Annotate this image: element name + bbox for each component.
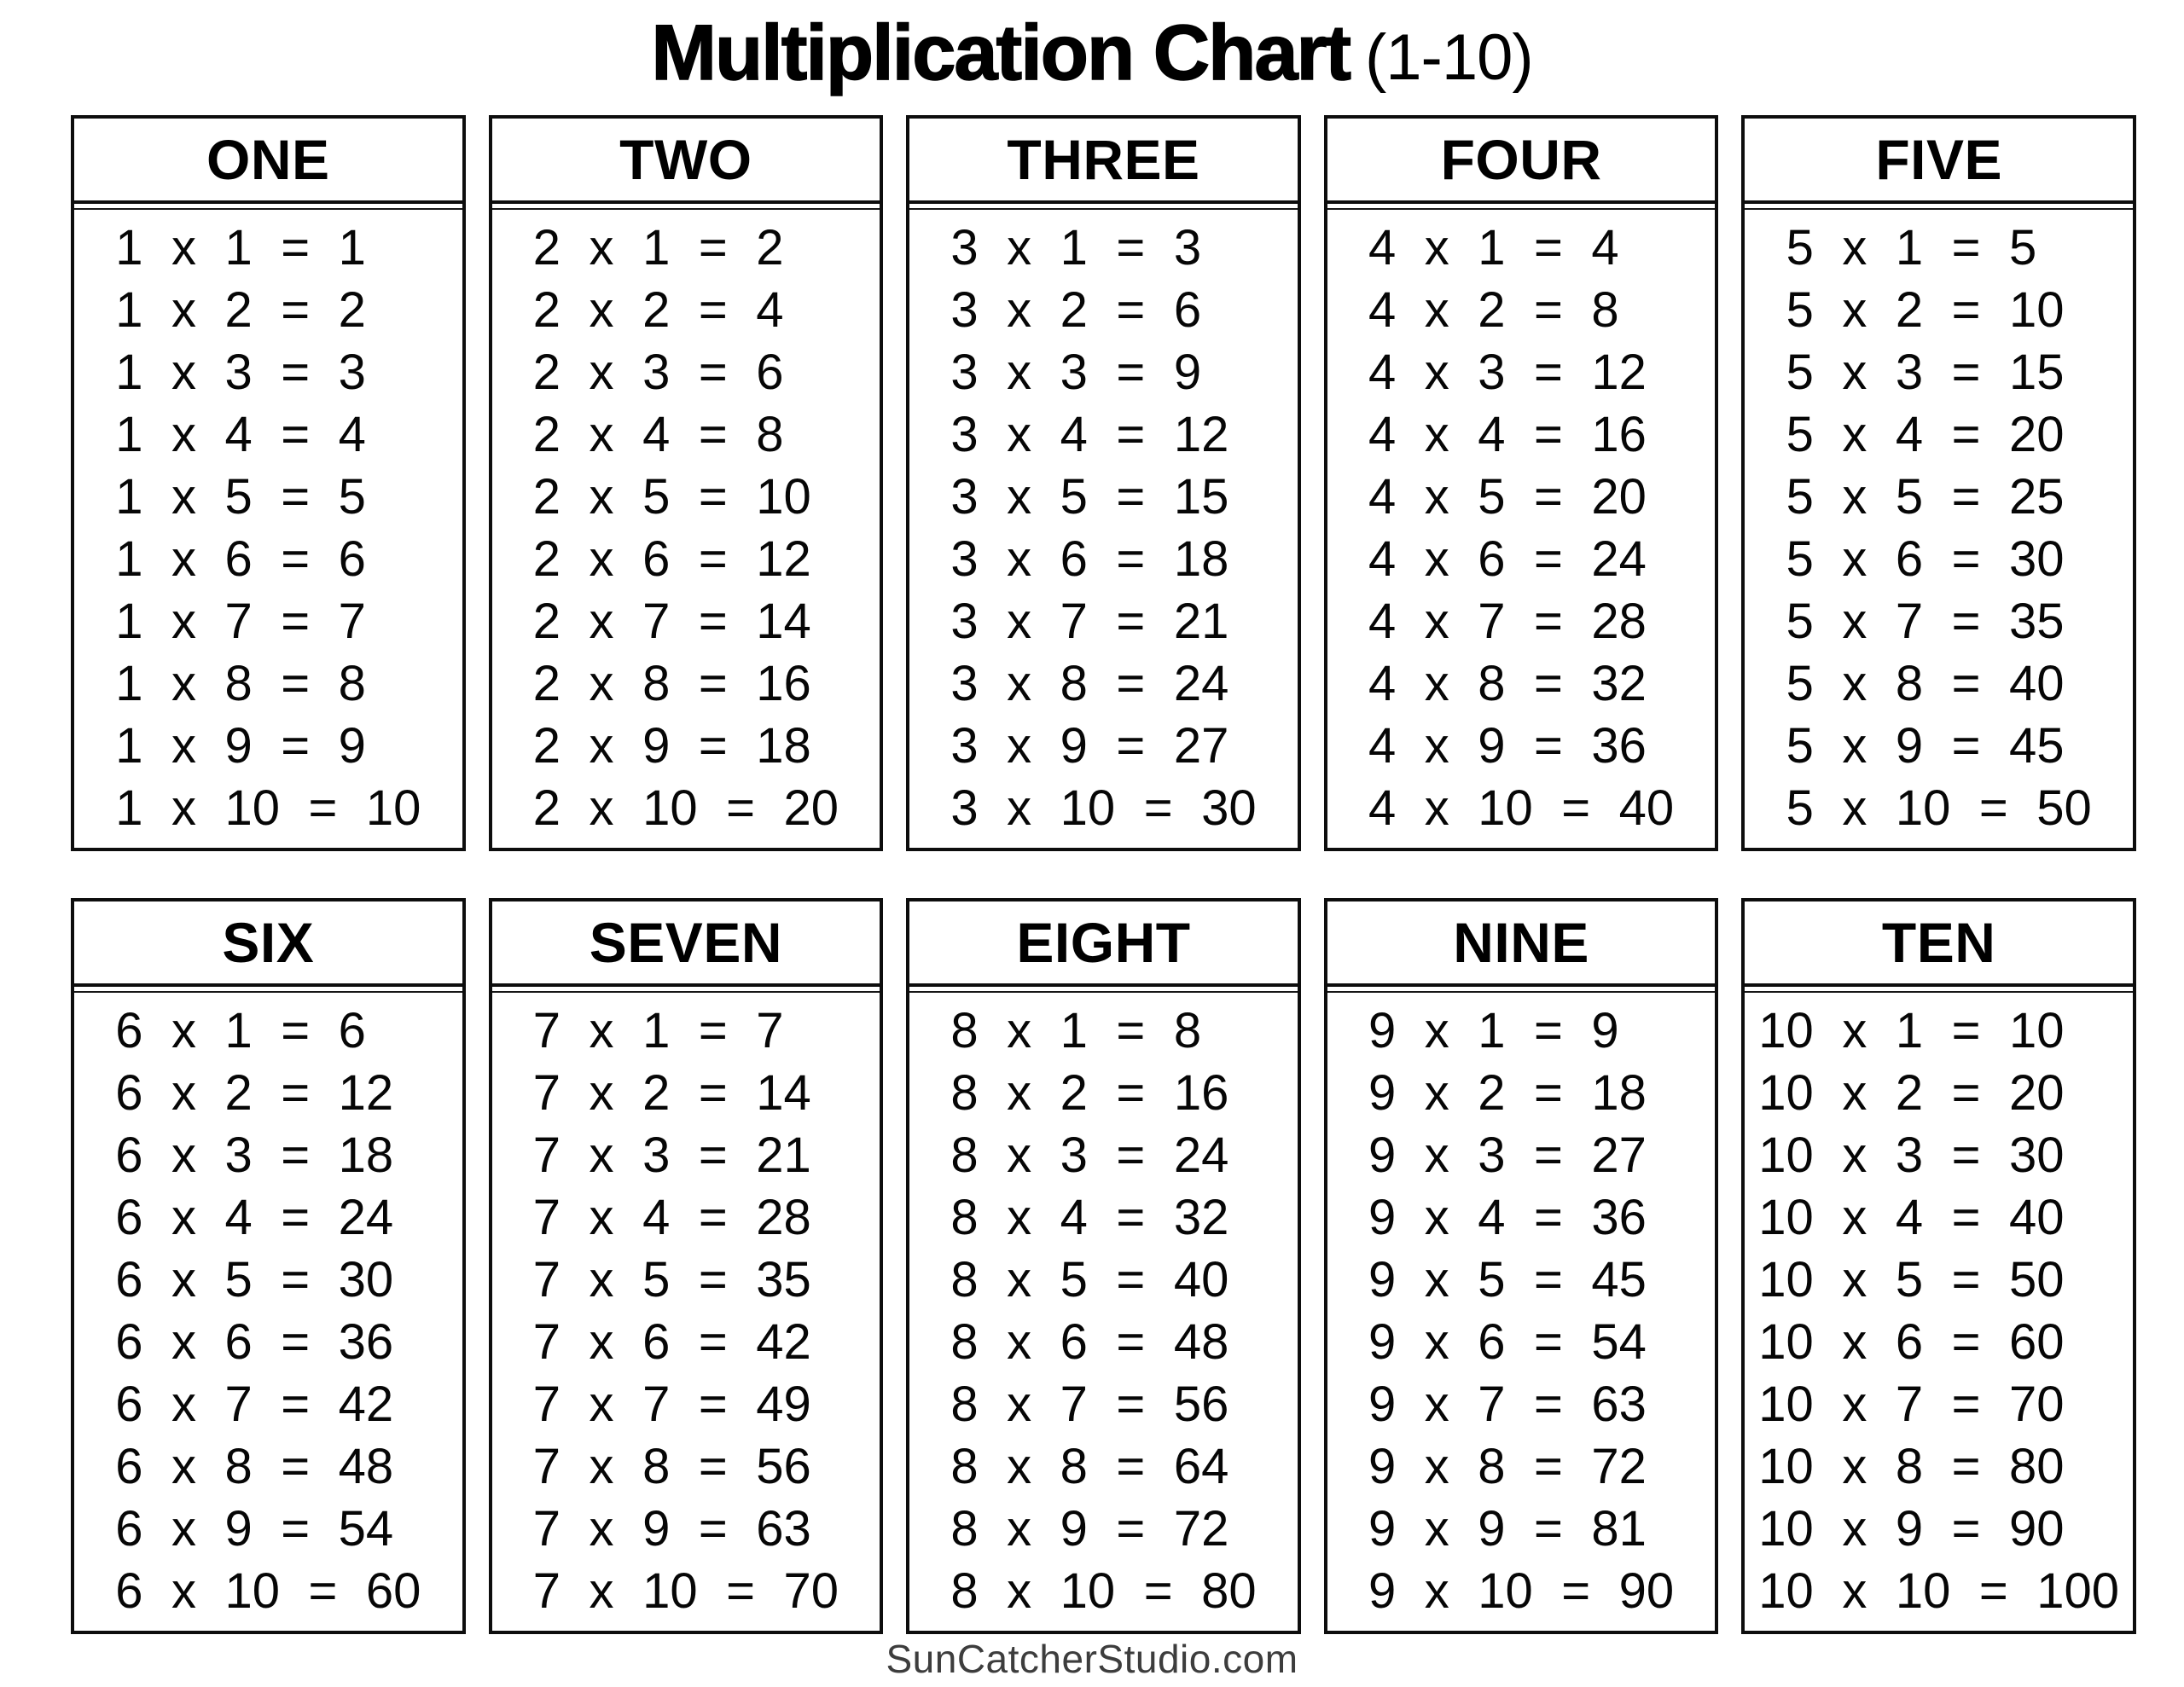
table-row: 10 x 10 = 100 [1758,1562,2120,1619]
table-row: 9 x 4 = 36 [1368,1189,1647,1245]
card-body [74,208,462,848]
table-row: 10 x 3 = 30 [1758,1127,2065,1183]
card-body [909,208,1298,848]
table-row: 7 x 2 = 14 [532,1064,811,1121]
table-row: 8 x 1 = 8 [950,1002,1202,1058]
table-row: 2 x 4 = 8 [532,406,784,462]
card-heading: FOUR [1327,119,1716,204]
table-row: 3 x 6 = 18 [950,530,1229,587]
table-row: 3 x 2 = 6 [950,281,1202,338]
table-row: 4 x 3 = 12 [1368,344,1647,400]
table-row: 9 x 7 = 63 [1368,1376,1647,1432]
table-row: 4 x 2 = 8 [1368,281,1619,338]
multiplication-card [71,898,466,1634]
table-row: 8 x 4 = 32 [950,1189,1229,1245]
table-row: 10 x 5 = 50 [1758,1251,2065,1307]
table-row: 4 x 8 = 32 [1368,655,1647,711]
multiplication-card [1324,115,1719,851]
card-rows [533,217,839,839]
table-row: 1 x 5 = 5 [115,468,366,525]
table-row: 7 x 3 = 21 [532,1127,811,1183]
table-row: 2 x 2 = 4 [532,281,784,338]
table-row: 5 x 10 = 50 [1786,780,2092,836]
cards-row-top [71,115,2136,851]
table-row: 4 x 1 = 4 [1368,219,1619,275]
card-body [1745,208,2133,848]
table-row: 7 x 1 = 7 [532,1002,784,1058]
table-row: 3 x 1 = 3 [950,219,1202,275]
table-row: 5 x 8 = 40 [1786,655,2065,711]
table-row: 5 x 7 = 35 [1786,593,2065,649]
card-body [492,208,880,848]
multiplication-card [71,115,466,851]
table-row: 5 x 4 = 20 [1786,406,2065,462]
table-row: 9 x 5 = 45 [1368,1251,1647,1307]
table-row: 4 x 5 = 20 [1368,468,1647,525]
table-row: 7 x 4 = 28 [532,1189,811,1245]
table-row: 3 x 3 = 9 [950,344,1202,400]
page-title-main: Multiplication Chart [651,9,1350,96]
table-row: 4 x 10 = 40 [1368,780,1675,836]
table-row: 6 x 4 = 24 [115,1189,394,1245]
table-row: 5 x 2 = 10 [1786,281,2065,338]
card-rows [115,1000,421,1622]
table-row: 3 x 9 = 27 [950,717,1229,774]
multiplication-card [1324,898,1719,1634]
card-heading: NINE [1327,901,1716,987]
table-row: 10 x 7 = 70 [1758,1376,2065,1432]
table-row: 2 x 8 = 16 [532,655,811,711]
table-row: 2 x 7 = 14 [532,593,811,649]
table-row: 5 x 6 = 30 [1786,530,2065,587]
table-row: 6 x 8 = 48 [115,1438,394,1494]
cards-row-bottom [71,898,2136,1634]
table-row: 9 x 6 = 54 [1368,1313,1647,1370]
table-row: 7 x 8 = 56 [532,1438,811,1494]
table-row: 9 x 1 = 9 [1368,1002,1619,1058]
table-row: 9 x 8 = 72 [1368,1438,1647,1494]
table-row: 10 x 8 = 80 [1758,1438,2065,1494]
card-rows [533,1000,839,1622]
table-row: 7 x 10 = 70 [532,1562,839,1619]
table-row: 6 x 1 = 6 [115,1002,366,1058]
table-row: 7 x 9 = 63 [532,1500,811,1557]
table-row: 8 x 3 = 24 [950,1127,1229,1183]
table-row: 8 x 6 = 48 [950,1313,1229,1370]
multiplication-card [1741,898,2136,1634]
table-row: 9 x 9 = 81 [1368,1500,1647,1557]
card-heading: EIGHT [909,901,1298,987]
table-row: 6 x 10 = 60 [115,1562,421,1619]
card-rows [1786,217,2092,839]
card-rows [1368,217,1674,839]
card-heading: THREE [909,119,1298,204]
card-heading: SEVEN [492,901,880,987]
table-row: 2 x 1 = 2 [532,219,784,275]
card-heading: ONE [74,119,462,204]
multiplication-card [906,115,1301,851]
table-row: 5 x 9 = 45 [1786,717,2065,774]
card-rows [1758,1000,2119,1622]
table-row: 8 x 7 = 56 [950,1376,1229,1432]
table-row: 4 x 6 = 24 [1368,530,1647,587]
table-row: 5 x 5 = 25 [1786,468,2065,525]
table-row: 3 x 5 = 15 [950,468,1229,525]
multiplication-card [906,898,1301,1634]
table-row: 5 x 1 = 5 [1786,219,2037,275]
table-row: 3 x 10 = 30 [950,780,1257,836]
table-row: 1 x 8 = 8 [115,655,366,711]
table-row: 8 x 10 = 80 [950,1562,1257,1619]
table-row: 10 x 1 = 10 [1758,1002,2065,1058]
table-row: 2 x 9 = 18 [532,717,811,774]
page-title-range: (1-10) [1364,21,1533,94]
table-row: 4 x 7 = 28 [1368,593,1647,649]
card-body [492,991,880,1631]
page-title [0,0,2184,95]
table-row: 6 x 5 = 30 [115,1251,394,1307]
card-body [1745,991,2133,1631]
cards-grid [71,115,2136,1634]
table-row: 10 x 4 = 40 [1758,1189,2065,1245]
table-row: 1 x 10 = 10 [115,780,421,836]
table-row: 1 x 3 = 3 [115,344,366,400]
card-rows [115,217,421,839]
table-row: 8 x 2 = 16 [950,1064,1229,1121]
card-heading: TEN [1745,901,2133,987]
multiplication-card [489,115,884,851]
table-row: 1 x 6 = 6 [115,530,366,587]
multiplication-card [1741,115,2136,851]
table-row: 1 x 9 = 9 [115,717,366,774]
table-row: 9 x 3 = 27 [1368,1127,1647,1183]
table-row: 2 x 3 = 6 [532,344,784,400]
table-row: 6 x 9 = 54 [115,1500,394,1557]
table-row: 7 x 7 = 49 [532,1376,811,1432]
card-body [1327,991,1716,1631]
table-row: 8 x 8 = 64 [950,1438,1229,1494]
table-row: 1 x 2 = 2 [115,281,366,338]
table-row: 8 x 9 = 72 [950,1500,1229,1557]
table-row: 1 x 4 = 4 [115,406,366,462]
multiplication-card [489,898,884,1634]
card-heading: SIX [74,901,462,987]
card-body [74,991,462,1631]
table-row: 3 x 8 = 24 [950,655,1229,711]
table-row: 10 x 6 = 60 [1758,1313,2065,1370]
table-row: 5 x 3 = 15 [1786,344,2065,400]
table-row: 2 x 10 = 20 [532,780,839,836]
table-row: 8 x 5 = 40 [950,1251,1229,1307]
table-row: 9 x 2 = 18 [1368,1064,1647,1121]
table-row: 7 x 5 = 35 [532,1251,811,1307]
table-row: 3 x 7 = 21 [950,593,1229,649]
card-body [909,991,1298,1631]
card-body [1327,208,1716,848]
table-row: 9 x 10 = 90 [1368,1562,1675,1619]
table-row: 3 x 4 = 12 [950,406,1229,462]
table-row: 2 x 6 = 12 [532,530,811,587]
card-rows [950,217,1256,839]
card-heading: TWO [492,119,880,204]
card-rows [1368,1000,1674,1622]
table-row: 2 x 5 = 10 [532,468,811,525]
footer-watermark: SunCatcherStudio.com [886,1636,1298,1681]
table-row: 6 x 7 = 42 [115,1376,394,1432]
table-row: 1 x 1 = 1 [115,219,366,275]
table-row: 6 x 6 = 36 [115,1313,394,1370]
table-row: 6 x 3 = 18 [115,1127,394,1183]
table-row: 1 x 7 = 7 [115,593,366,649]
table-row: 10 x 2 = 20 [1758,1064,2065,1121]
table-row: 4 x 9 = 36 [1368,717,1647,774]
table-row: 7 x 6 = 42 [532,1313,811,1370]
table-row: 10 x 9 = 90 [1758,1500,2065,1557]
table-row: 6 x 2 = 12 [115,1064,394,1121]
card-rows [950,1000,1256,1622]
table-row: 4 x 4 = 16 [1368,406,1647,462]
card-heading: FIVE [1745,119,2133,204]
